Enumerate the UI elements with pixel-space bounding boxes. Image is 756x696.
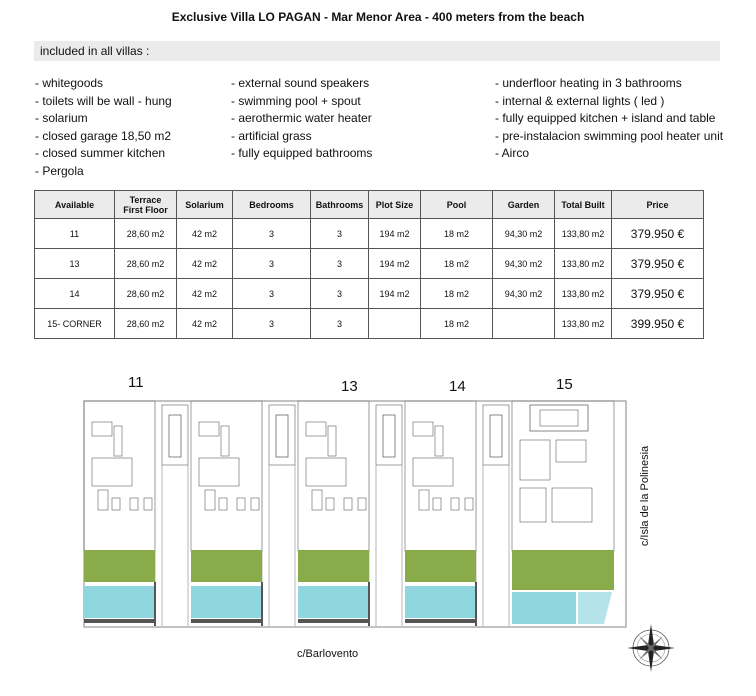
cell-plot-size: 194 m2 <box>369 249 421 279</box>
cell-garden: 94,30 m2 <box>493 249 555 279</box>
cell-solarium: 42 m2 <box>177 279 233 309</box>
included-heading: included in all villas : <box>34 41 720 61</box>
header-terrace <box>115 191 177 219</box>
pool-15-corner <box>578 592 612 624</box>
cell-pool: 18 m2 <box>421 249 493 279</box>
street-isla-polinesia: c/Isla de la Polinesia <box>639 445 651 547</box>
pool-edge <box>84 619 155 623</box>
cell-bedrooms: 3 <box>233 309 311 339</box>
header-solarium: Solarium <box>177 191 233 219</box>
cell-available: 15- CORNER <box>35 309 115 339</box>
feature-item: - Airco <box>495 146 530 161</box>
plan-label-13: 13 <box>341 378 358 395</box>
feature-item: - internal & external lights ( led ) <box>495 93 665 108</box>
feature-item: - closed summer kitchen <box>35 146 166 161</box>
feature-item: - swimming pool + spout <box>231 93 361 108</box>
cell-pool: 18 m2 <box>421 279 493 309</box>
pool-15 <box>512 592 576 624</box>
pool-edge <box>405 619 476 623</box>
garden-11 <box>84 550 155 582</box>
cell-plot-size <box>369 309 421 339</box>
table-header-row <box>35 191 704 219</box>
feature-item: - Pergola <box>35 163 84 178</box>
feature-item: - closed garage 18,50 m2 <box>35 128 172 143</box>
header-total-built: Total Built <box>555 191 612 219</box>
plan-label-15: 15 <box>556 376 573 393</box>
feature-item: - fully equipped kitchen + island and table <box>495 111 716 126</box>
cell-price: 379.950 € <box>612 219 704 249</box>
cell-terrace: 28,60 m2 <box>115 309 177 339</box>
pool-13 <box>298 586 369 618</box>
cell-bathrooms: 3 <box>311 309 369 339</box>
cell-total-built: 133,80 m2 <box>555 249 612 279</box>
feature-item: - solarium <box>35 111 88 126</box>
feature-item: - external sound speakers <box>231 76 370 90</box>
garden-13 <box>298 550 369 582</box>
site-plan <box>0 360 756 696</box>
plan-label-11: 11 <box>128 374 144 391</box>
cell-terrace: 28,60 m2 <box>115 219 177 249</box>
cell-bedrooms: 3 <box>233 219 311 249</box>
header-pool: Pool <box>421 191 493 219</box>
feature-item: - artificial grass <box>231 128 312 143</box>
cell-total-built: 133,80 m2 <box>555 279 612 309</box>
header-plot-size: Plot Size <box>369 191 421 219</box>
header-price: Price <box>612 191 704 219</box>
cell-total-built: 133,80 m2 <box>555 219 612 249</box>
cell-available: 11 <box>35 219 115 249</box>
cell-garden: 94,30 m2 <box>493 279 555 309</box>
pool-edge <box>191 619 262 623</box>
pool-edge <box>298 619 369 623</box>
cell-pool: 18 m2 <box>421 219 493 249</box>
cell-price: 379.950 € <box>612 249 704 279</box>
cell-bedrooms: 3 <box>233 249 311 279</box>
cell-total-built: 133,80 m2 <box>555 309 612 339</box>
cell-solarium: 42 m2 <box>177 309 233 339</box>
cell-bathrooms: 3 <box>311 279 369 309</box>
cell-terrace: 28,60 m2 <box>115 279 177 309</box>
cell-pool: 18 m2 <box>421 309 493 339</box>
header-available: Available <box>35 191 115 219</box>
cell-price: 379.950 € <box>612 279 704 309</box>
cell-plot-size: 194 m2 <box>369 279 421 309</box>
page-title: Exclusive Villa LO PAGAN - Mar Menor Area - 400 meters from the beach <box>171 10 585 24</box>
cell-available: 13 <box>35 249 115 279</box>
features-column-1 <box>35 75 172 181</box>
cell-bathrooms: 3 <box>311 219 369 249</box>
table-row <box>35 309 704 339</box>
plan-label-14: 14 <box>449 378 466 395</box>
garden-15 <box>512 550 614 590</box>
pool-12 <box>191 586 262 618</box>
table-row <box>35 219 704 249</box>
garden-12 <box>191 550 262 582</box>
cell-solarium: 42 m2 <box>177 219 233 249</box>
header-garden: Garden <box>493 191 555 219</box>
cell-available: 14 <box>35 279 115 309</box>
cell-solarium: 42 m2 <box>177 249 233 279</box>
cell-bathrooms: 3 <box>311 249 369 279</box>
feature-item: - pre-instalacion swimming pool heater unit <box>495 128 724 143</box>
cell-bedrooms: 3 <box>233 279 311 309</box>
feature-item: - underfloor heating in 3 bathrooms <box>495 76 682 90</box>
features-column-2 <box>231 75 372 163</box>
cell-garden: 94,30 m2 <box>493 219 555 249</box>
garden-14 <box>405 550 476 582</box>
table-row <box>35 279 704 309</box>
cell-plot-size: 194 m2 <box>369 219 421 249</box>
table-row <box>35 249 704 279</box>
cell-terrace: 28,60 m2 <box>115 249 177 279</box>
feature-item: - fully equipped bathrooms <box>231 146 373 161</box>
header-terrace-line: Terrace First Floor <box>123 194 168 215</box>
villa-15-plan <box>512 401 626 551</box>
feature-item: - whitegoods <box>35 76 104 90</box>
pool-11 <box>84 586 155 618</box>
header-bathrooms: Bathrooms <box>311 191 369 219</box>
villa-table <box>34 190 704 339</box>
street-barlovento: c/Barlovento <box>297 648 359 660</box>
feature-item: - aerothermic water heater <box>231 111 372 126</box>
header-bedrooms: Bedrooms <box>233 191 311 219</box>
cell-price: 399.950 € <box>612 309 704 339</box>
feature-item: - toilets will be wall - hung <box>35 93 172 108</box>
compass-rose-icon <box>627 624 675 672</box>
pool-14 <box>405 586 476 618</box>
cell-garden <box>493 309 555 339</box>
features-column-3 <box>495 75 723 163</box>
